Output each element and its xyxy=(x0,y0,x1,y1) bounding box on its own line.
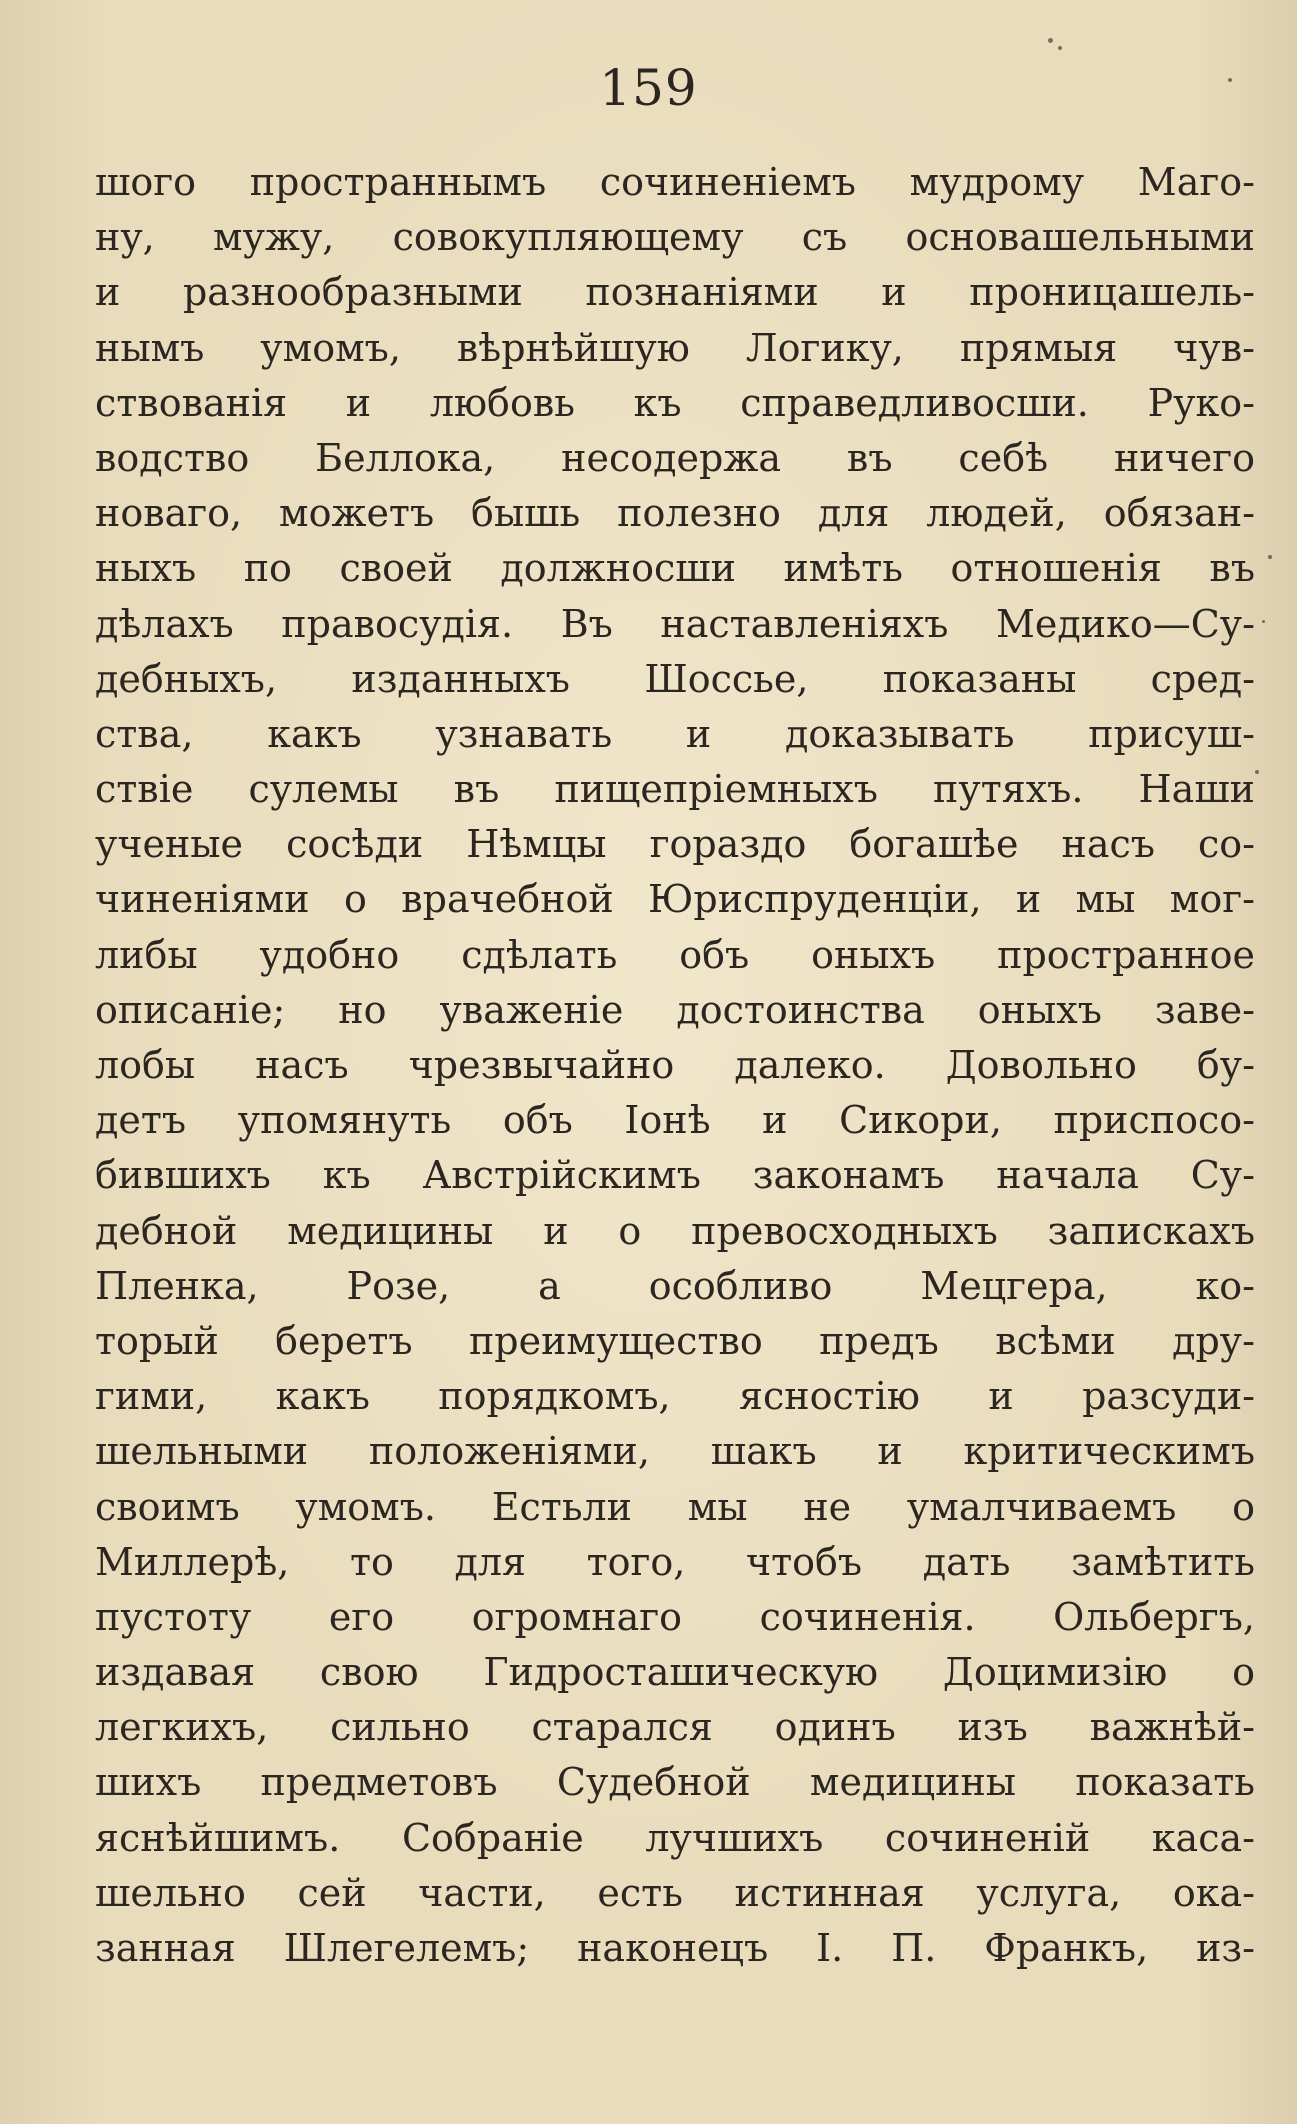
text-line: дебной медицины и о превосходныхъ запискахъ xyxy=(95,1208,1255,1253)
print-speck xyxy=(1268,555,1272,559)
print-speck xyxy=(1058,46,1062,50)
text-line: пустоту его огромнаго сочиненія. Ольбергъ, xyxy=(95,1594,1255,1639)
text-line: занная Шлегелемъ; наконецъ І. П. Франкъ, из- xyxy=(95,1926,1255,1970)
print-speck xyxy=(1228,78,1232,82)
text-line: яснѣйшимъ. Собраніе лучшихъ сочиненій каса- xyxy=(95,1815,1255,1860)
text-line: ну, мужу, совокупляющему съ основашельными xyxy=(95,215,1255,260)
body-text xyxy=(95,155,1255,1976)
text-line: ствіе сулемы въ пищепріемныхъ путяхъ. Наши xyxy=(95,767,1255,812)
text-line: и разнообразными познаніями и проницашель- xyxy=(95,270,1255,315)
text-line: лобы насъ чрезвычайно далеко. Довольно бу- xyxy=(95,1043,1255,1087)
text-line: шельными положеніями, шакъ и критическимъ xyxy=(95,1429,1255,1474)
text-line: детъ упомянуть объ Іонѣ и Сикори, приспосо- xyxy=(95,1098,1255,1143)
text-line: издавая свою Гидросташическую Доцимизію о xyxy=(95,1650,1255,1695)
text-line: ученые сосѣди Нѣмцы гораздо богашѣе насъ со- xyxy=(95,822,1255,867)
text-line: своимъ умомъ. Естьли мы не умалчиваемъ о xyxy=(95,1484,1255,1529)
text-line: легкихъ, сильно старался одинъ изъ важнѣй- xyxy=(95,1705,1255,1750)
text-line: чиненіями о врачебной Юриспруденціи, и мы мог- xyxy=(95,877,1255,922)
text-line: шихъ предметовъ Судебной медицины показать xyxy=(95,1760,1255,1805)
text-line: торый беретъ преимущество предъ всѣми дру- xyxy=(95,1318,1255,1363)
text-line: дѣлахъ правосудія. Въ наставленіяхъ Медико—Су- xyxy=(95,601,1255,646)
text-line: описаніе; но уваженіе достоинства оныхъ заве- xyxy=(95,987,1255,1032)
text-line: нымъ умомъ, вѣрнѣйшую Логику, прямыя чув- xyxy=(95,325,1255,370)
text-line: шельно сей части, есть истинная услуга, ока- xyxy=(95,1870,1255,1915)
text-line: дебныхъ, изданныхъ Шоссье, показаны сред- xyxy=(95,656,1255,701)
text-line: Пленка, Розе, а особливо Мецгера, ко- xyxy=(95,1263,1255,1308)
text-line: ныхъ по своей должносши имѣть отношенія въ xyxy=(95,546,1255,591)
text-line: бившихъ къ Австрійскимъ законамъ начала Су- xyxy=(95,1153,1255,1198)
text-line: Миллерѣ, то для того, чтобъ дать замѣтить xyxy=(95,1539,1255,1584)
print-speck xyxy=(1048,38,1053,43)
print-speck xyxy=(1255,770,1259,774)
text-line: новаго, можетъ бышь полезно для людей, обязан- xyxy=(95,491,1255,536)
text-line: ствованія и любовь къ справедливосши. Руко- xyxy=(95,380,1255,425)
page-number: 159 xyxy=(599,59,698,117)
text-line: гими, какъ порядкомъ, ясностію и разсуди- xyxy=(95,1374,1255,1419)
text-line: ства, какъ узнавать и доказывать присуш- xyxy=(95,711,1255,756)
print-speck xyxy=(1262,620,1265,623)
text-line: водство Беллока, несодержа въ себѣ ничего xyxy=(95,435,1255,480)
text-line: шого пространнымъ сочиненіемъ мудрому Маго- xyxy=(95,160,1255,204)
text-line: либы удобно сдѣлать объ оныхъ пространное xyxy=(95,932,1255,977)
